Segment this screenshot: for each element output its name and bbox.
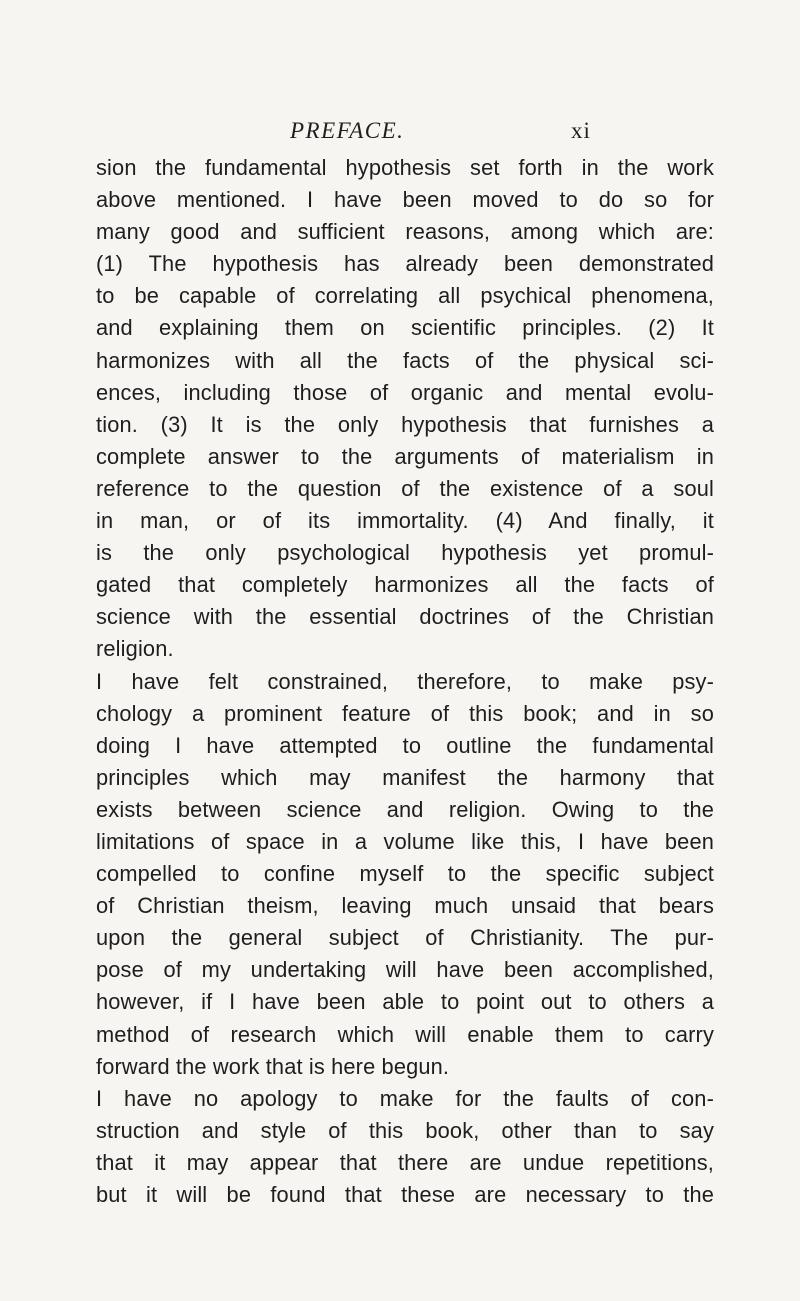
text-line: to be capable of correlating all psychical phenomena, [96, 283, 714, 309]
text-line: religion. [96, 636, 174, 662]
page-number: xi [571, 118, 591, 143]
text-line: many good and sufficient reasons, among which are: [96, 219, 714, 245]
text-line: gated that completely harmonizes all the facts of [96, 572, 714, 598]
text-line: above mentioned. I have been moved to do so for [96, 187, 714, 213]
text-line: upon the general subject of Christianity. The pur- [96, 925, 714, 951]
text-line: in man, or of its immortality. (4) And finally, it [96, 508, 714, 534]
text-line: and explaining them on scientific principles. (2) It [96, 315, 714, 341]
text-line: pose of my undertaking will have been accomplished, [96, 957, 714, 983]
text-line: doing I have attempted to outline the fundamental [96, 732, 714, 758]
running-head-title: PREFACE. [290, 118, 405, 143]
text-line: is the only psychological hypothesis yet promul- [96, 540, 714, 566]
text-line: compelled to confine myself to the specific subject [96, 861, 714, 887]
text-line: limitations of space in a volume like this, I have been [96, 828, 714, 854]
text-line: ences, including those of organic and mental evolu- [96, 379, 714, 405]
text-line: tion. (3) It is the only hypothesis that furnishes a [96, 411, 714, 437]
text-line: of Christian theism, leaving much unsaid that bears [96, 893, 714, 919]
body-text [96, 152, 714, 1211]
text-line: exists between science and religion. Owing to the [96, 796, 714, 822]
text-line: complete answer to the arguments of materialism in [96, 443, 714, 469]
text-line: harmonizes with all the facts of the physical sci- [96, 347, 714, 373]
text-line: but it will be found that these are necessary to the [96, 1182, 714, 1207]
text-line: that it may appear that there are undue repetitions, [96, 1149, 714, 1175]
text-line: science with the essential doctrines of the Christian [96, 604, 714, 630]
text-line: sion the fundamental hypothesis set forth in the work [96, 155, 714, 180]
text-line: principles which may manifest the harmony that [96, 764, 714, 790]
text-line: method of research which will enable them to carry [96, 1021, 714, 1047]
text-line: I have felt constrained, therefore, to make psy- [96, 668, 714, 694]
text-line: reference to the question of the existence of a soul [96, 475, 714, 501]
text-line: I have no apology to make for the faults of con- [96, 1085, 714, 1111]
text-line: struction and style of this book, other than to say [96, 1117, 714, 1143]
text-line: (1) The hypothesis has already been demonstrated [96, 251, 714, 277]
text-line: chology a prominent feature of this book; and in so [96, 700, 714, 726]
text-line: however, if I have been able to point out to others a [96, 989, 714, 1015]
text-line: forward the work that is here begun. [96, 1053, 450, 1079]
